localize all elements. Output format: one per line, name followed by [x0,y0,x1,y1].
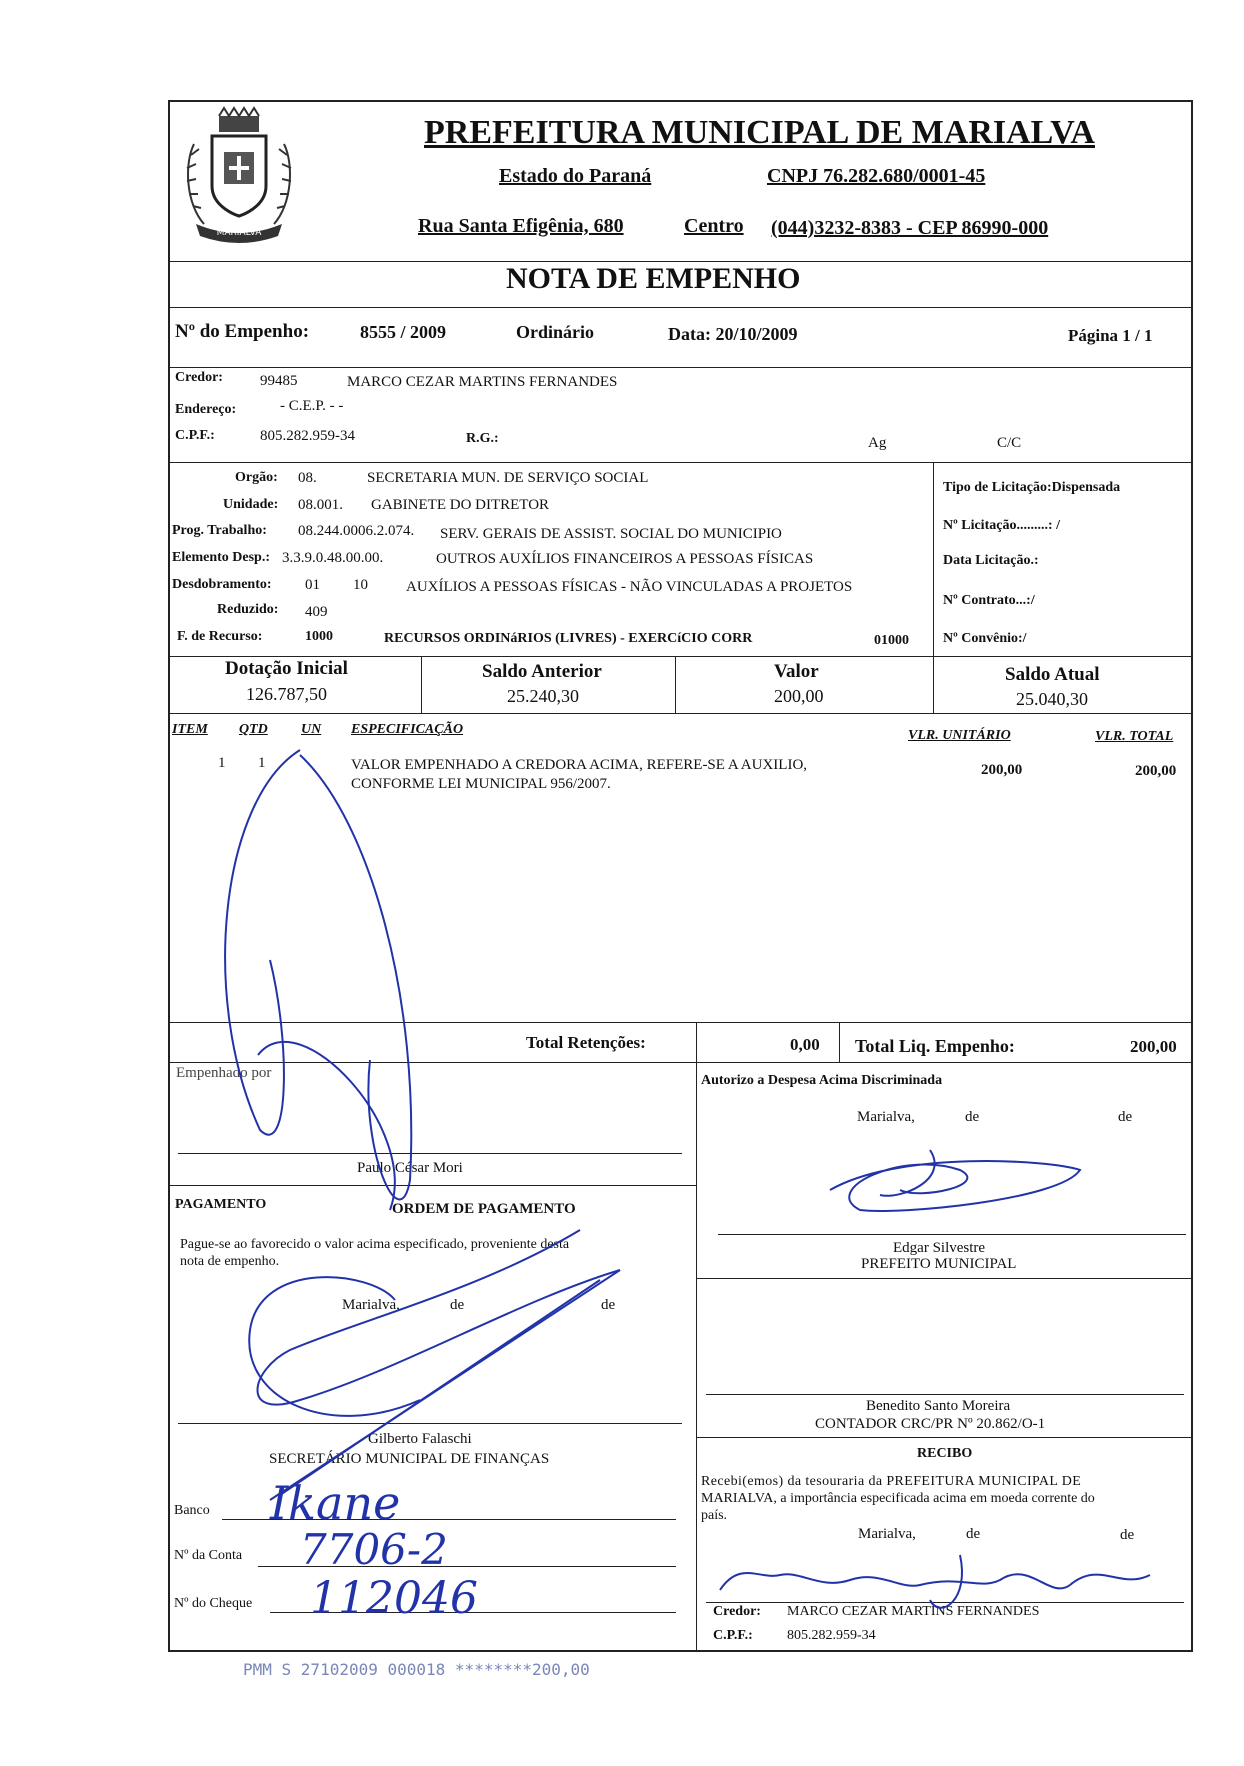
col-especificacao: ESPECIFICAÇÃO [351,722,464,737]
ag-label: Ag [868,435,887,451]
dotacao-value: 126.787,50 [246,684,327,704]
prog-label: Prog. Trabalho: [172,523,267,538]
fonte-label: F. de Recurso: [177,629,263,644]
phone-cep-text: (044)3232-8383 - CEP 86990-000 [771,217,1049,239]
saldo-anterior-label: Saldo Anterior [482,661,602,682]
empenho-number-label: Nº do Empenho: [175,321,310,342]
empenho-date: Data: 20/10/2009 [668,324,798,344]
dotacao-label: Dotação Inicial [225,658,348,679]
address-value: - C.E.P. - - [280,398,344,414]
crest-banner-text: MARIALVA [216,228,262,238]
pagamento-label: PAGAMENTO [175,1197,267,1212]
autorizo-label: Autorizo a Despesa Acima Discriminada [701,1073,943,1088]
saldo-anterior-value: 25.240,30 [507,686,579,706]
pagamento-de1: de [450,1297,465,1313]
fonte-code2: 01000 [874,633,909,648]
autorizo-de1: de [965,1109,980,1125]
unidade-code: 08.001. [298,497,343,513]
empenho-type: Ordinário [516,322,595,342]
autorizo-place: Marialva, [857,1109,915,1125]
credor-code: 99485 [260,373,298,389]
valor-label: Valor [774,661,819,682]
autorizo-de2: de [1118,1109,1133,1125]
desdobramento-code1: 01 [305,577,320,593]
recibo-de2: de [1120,1527,1135,1543]
col-vlr-unitario: VLR. UNITÁRIO [908,728,1011,743]
col-un: UN [301,722,322,737]
recibo-de1: de [966,1526,981,1542]
banco-handwritten: Ikane [270,1476,401,1530]
prefeito-name: Edgar Silvestre [893,1240,986,1256]
recibo-credor-name: MARCO CEZAR MARTINS FERNANDES [787,1604,1040,1619]
recibo-credor-label: Credor: [713,1604,761,1619]
cpf-label: C.P.F.: [175,428,215,443]
tipo-licitacao: Tipo de Licitação:Dispensada [943,480,1121,495]
reduzido-code: 409 [305,604,328,620]
page-number: Página 1 / 1 [1068,326,1153,345]
rg-label: R.G.: [466,431,499,446]
recibo-text-line3: país. [701,1508,728,1523]
secretario-name: Gilberto Falaschi [368,1431,472,1447]
pagamento-de2: de [601,1297,616,1313]
unidade-desc: GABINETE DO DITRETOR [371,497,550,513]
fonte-desc: RECURSOS ORDINáRIOS (LIVRES) - EXERCíCIO CORR [384,631,753,646]
numero-convenio: Nº Convênio:/ [943,631,1027,646]
col-vlr-total: VLR. TOTAL [1095,729,1174,744]
row-unit-value: 200,00 [981,762,1023,778]
document-title: NOTA DE EMPENHO [506,262,801,295]
row-spec-line1: VALOR EMPENHADO A CREDORA ACIMA, REFERE-SE A AUXILIO, [351,757,808,773]
recibo-text-line2: MARIALVA, a importância especificada acima em moeda corrente do [701,1491,1095,1506]
pagamento-text-line2: nota de empenho. [180,1254,280,1269]
contador-name: Benedito Santo Moreira [866,1398,1011,1414]
recibo-title: RECIBO [917,1446,973,1461]
orgao-label: Orgão: [235,470,278,485]
pagamento-place: Marialva, [342,1297,400,1313]
row-qtd: 1 [258,755,266,771]
total-liq-value: 200,00 [1130,1037,1177,1056]
row-item: 1 [218,755,226,771]
elemento-code: 3.3.9.0.48.00.00. [282,550,384,566]
desdobramento-desc: AUXÍLIOS A PESSOAS FÍSICAS - NÃO VINCULADAS A PROJETOS [406,579,853,595]
unidade-label: Unidade: [223,497,279,512]
empenhado-por-name: Paulo César Mori [357,1160,463,1176]
reduzido-label: Reduzido: [217,602,279,617]
conta-label: Nº da Conta [174,1548,243,1563]
payment-stamp: PMM S 27102009 000018 ********200,00 [243,1660,590,1679]
col-qtd: QTD [239,722,268,737]
prog-desc: SERV. GERAIS DE ASSIST. SOCIAL DO MUNICIPIO [440,526,782,542]
data-licitacao: Data Licitação.: [943,553,1039,568]
cnpj-text: CNPJ 76.282.680/0001-45 [767,165,986,187]
recibo-cpf-value: 805.282.959-34 [787,1628,876,1643]
numero-contrato: Nº Contrato...:/ [943,593,1035,608]
prefeito-role: PREFEITO MUNICIPAL [861,1256,1017,1272]
empenho-number: 8555 / 2009 [360,322,447,342]
cheque-label: Nº do Cheque [174,1596,253,1611]
state-text: Estado do Paraná [499,165,652,187]
orgao-desc: SECRETARIA MUN. DE SERVIÇO SOCIAL [367,470,649,486]
saldo-atual-value: 25.040,30 [1016,689,1088,709]
credor-name: MARCO CEZAR MARTINS FERNANDES [347,374,618,390]
row-total-value: 200,00 [1135,763,1177,779]
banco-label: Banco [174,1503,210,1518]
saldo-atual-label: Saldo Atual [1005,664,1100,685]
municipality-title: PREFEITURA MUNICIPAL DE MARIALVA [424,114,1095,151]
valor-value: 200,00 [774,686,824,706]
credor-label: Credor: [175,370,223,385]
district-text: Centro [684,215,744,237]
recibo-text-line1: Recebi(emos) da tesouraria da PREFEITURA MUNICIPAL DE [701,1474,1082,1489]
row-spec-line2: CONFORME LEI MUNICIPAL 956/2007. [351,776,611,792]
fonte-code: 1000 [305,629,333,644]
contador-role: CONTADOR CRC/PR Nº 20.862/O-1 [815,1416,1046,1432]
numero-licitacao: Nº Licitação.........: / [943,518,1060,533]
cpf-value: 805.282.959-34 [260,428,355,444]
pagamento-text-line1: Pague-se ao favorecido o valor acima especificado, proveniente desta [180,1237,570,1252]
retencoes-value: 0,00 [790,1035,820,1054]
street-text: Rua Santa Efigênia, 680 [418,215,624,237]
address-label: Endereço: [175,402,237,417]
empenhado-por-label: Empenhado por [176,1065,272,1081]
col-item: ITEM [172,722,208,737]
secretario-role: SECRETÁRIO MUNICIPAL DE FINANÇAS [269,1451,550,1467]
elemento-label: Elemento Desp.: [172,550,270,565]
cheque-handwritten: 112046 [310,1573,478,1624]
conta-handwritten: 7706-2 [300,1525,448,1574]
prog-code: 08.244.0006.2.074. [298,523,415,539]
cc-label: C/C [997,435,1022,451]
recibo-place: Marialva, [858,1526,916,1542]
retencoes-label: Total Retenções: [526,1033,646,1052]
elemento-desc: OUTROS AUXÍLIOS FINANCEIROS A PESSOAS FÍSICAS [436,551,814,567]
desdobramento-label: Desdobramento: [172,577,272,592]
total-liq-label: Total Liq. Empenho: [855,1036,1015,1056]
ordem-pagamento-label: ORDEM DE PAGAMENTO [392,1201,576,1217]
recibo-cpf-label: C.P.F.: [713,1628,753,1643]
orgao-code: 08. [298,470,317,486]
desdobramento-code2: 10 [353,577,368,593]
